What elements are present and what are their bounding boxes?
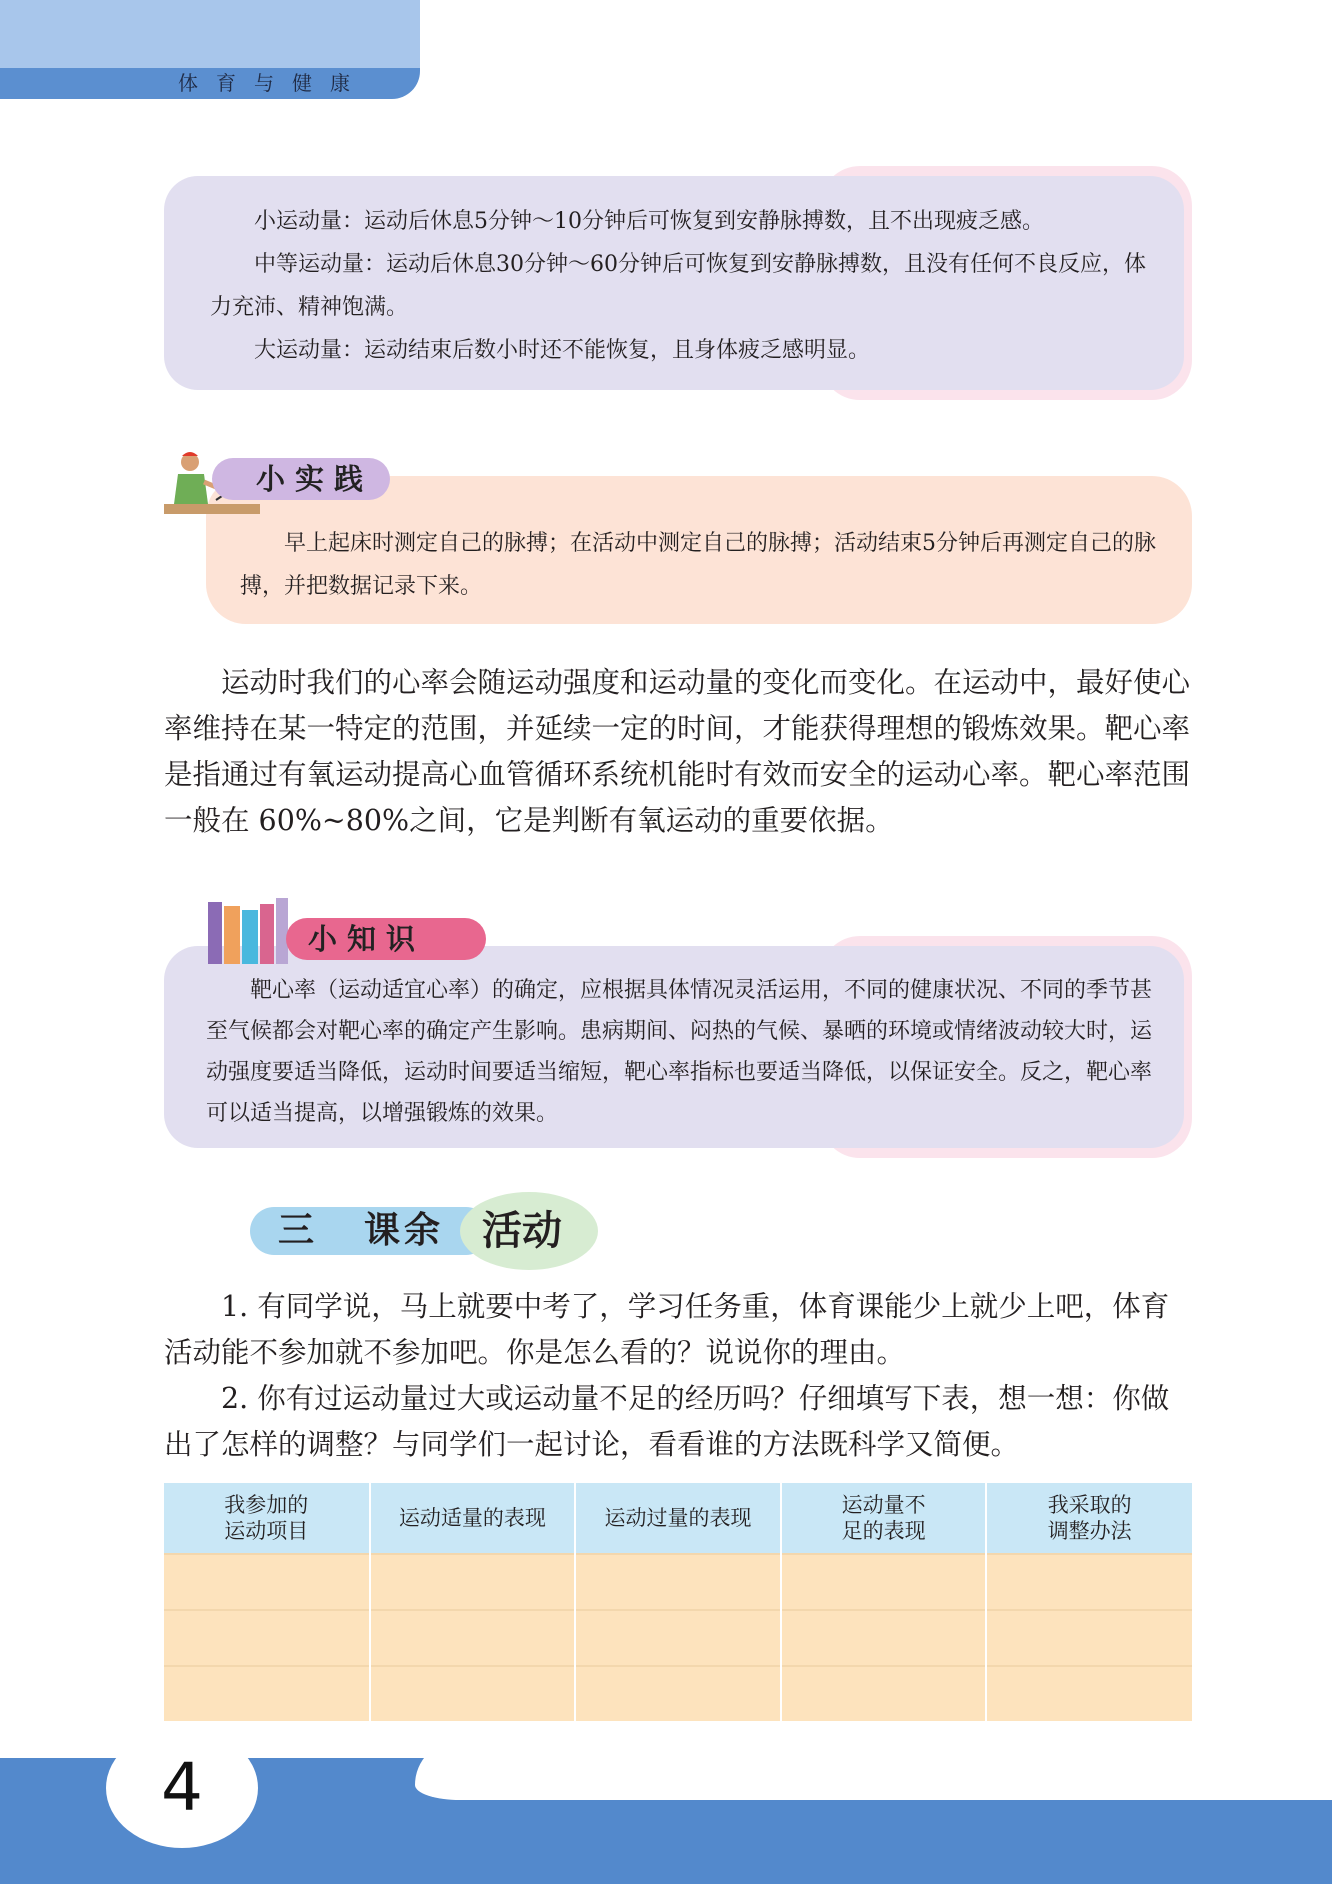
small-amount-line: 小运动量：运动后休息5分钟～10分钟后可恢复到安静脉搏数，且不出现疲乏感。 bbox=[254, 209, 1044, 234]
table-cell[interactable] bbox=[164, 1666, 370, 1721]
col-header-excessive: 运动过量的表现 bbox=[575, 1483, 781, 1554]
table-cell[interactable] bbox=[986, 1666, 1192, 1721]
section-number: 三 bbox=[278, 1210, 315, 1251]
practice-title: 小实践 bbox=[212, 458, 390, 500]
adjustment-table bbox=[164, 1483, 1192, 1721]
table-cell[interactable] bbox=[575, 1610, 781, 1666]
table-cell[interactable] bbox=[370, 1610, 576, 1666]
col-header-adjustment: 我采取的 调整办法 bbox=[986, 1483, 1192, 1554]
table-header-row bbox=[164, 1483, 1192, 1554]
activity-item-1: 1. 有同学说，马上就要中考了，学习任务重，体育课能少上就少上吧，体育活动能不参加就不参加吧。你是怎么看的？说说你的理由。 bbox=[164, 1290, 1170, 1369]
table-row bbox=[164, 1610, 1192, 1666]
table-cell[interactable] bbox=[781, 1666, 987, 1721]
large-amount-line: 大运动量：运动结束后数小时还不能恢复，且身体疲乏感明显。 bbox=[254, 338, 871, 363]
col-header-insufficient: 运动量不 足的表现 bbox=[781, 1483, 987, 1554]
exercise-amount-text bbox=[210, 200, 1160, 372]
header-tab-light bbox=[0, 0, 420, 72]
page-number: 4 bbox=[161, 1749, 203, 1826]
knowledge-title: 小知识 bbox=[286, 918, 486, 960]
col-header-project: 我参加的 运动项目 bbox=[164, 1483, 370, 1554]
table-cell[interactable] bbox=[986, 1554, 1192, 1610]
table-cell[interactable] bbox=[781, 1610, 987, 1666]
activity-list bbox=[164, 1284, 1192, 1468]
books-icon bbox=[206, 894, 292, 966]
table-cell[interactable] bbox=[164, 1554, 370, 1610]
medium-amount-line: 中等运动量：运动后休息30分钟～60分钟后可恢复到安静脉搏数，且没有任何不良反应，体力充沛、精神饱满。 bbox=[210, 252, 1146, 320]
main-paragraph: 运动时我们的心率会随运动强度和运动量的变化而变化。在运动中，最好使心率维持在某一特定的范围，并延续一定的时间，才能获得理想的锻炼效果。靶心率是指通过有氧运动提高心血管循环系统机能时有效而安全的运动心率。靶心率范围一般在 60%~80%之间，它是判断有氧运动的重要依据。 bbox=[164, 666, 1191, 837]
table-cell[interactable] bbox=[986, 1610, 1192, 1666]
table-cell[interactable] bbox=[575, 1666, 781, 1721]
col-header-moderate: 运动适量的表现 bbox=[370, 1483, 576, 1554]
table-row bbox=[164, 1554, 1192, 1610]
table-cell[interactable] bbox=[370, 1666, 576, 1721]
header-title: 体育与健康 bbox=[178, 71, 368, 95]
table-cell[interactable] bbox=[575, 1554, 781, 1610]
table-row bbox=[164, 1666, 1192, 1721]
footer-notch bbox=[415, 1740, 1332, 1800]
table-cell[interactable] bbox=[164, 1610, 370, 1666]
practice-text: 早上起床时测定自己的脉搏；在活动中测定自己的脉搏；活动结束5分钟后再测定自己的脉搏，并把数据记录下来。 bbox=[240, 531, 1156, 599]
table-cell[interactable] bbox=[781, 1554, 987, 1610]
table-cell[interactable] bbox=[370, 1554, 576, 1610]
section-title-a: 课余 bbox=[364, 1210, 445, 1251]
section-title-b: 活动 bbox=[482, 1208, 562, 1254]
knowledge-text: 靶心率（运动适宜心率）的确定，应根据具体情况灵活运用，不同的健康状况、不同的季节甚至气候都会对靶心率的确定产生影响。患病期间、闷热的气候、暴晒的环境或情绪波动较大时，运动强度要适当降低，运动时间要适当缩短，靶心率指标也要适当降低，以保证安全。反之，靶心率可以适当提高，以增强锻炼的效果。 bbox=[206, 978, 1153, 1126]
activity-item-2: 2. 你有过运动量过大或运动量不足的经历吗？仔细填写下表，想一想：你做出了怎样的调整？与同学们一起讨论，看看谁的方法既科学又简便。 bbox=[164, 1382, 1170, 1461]
